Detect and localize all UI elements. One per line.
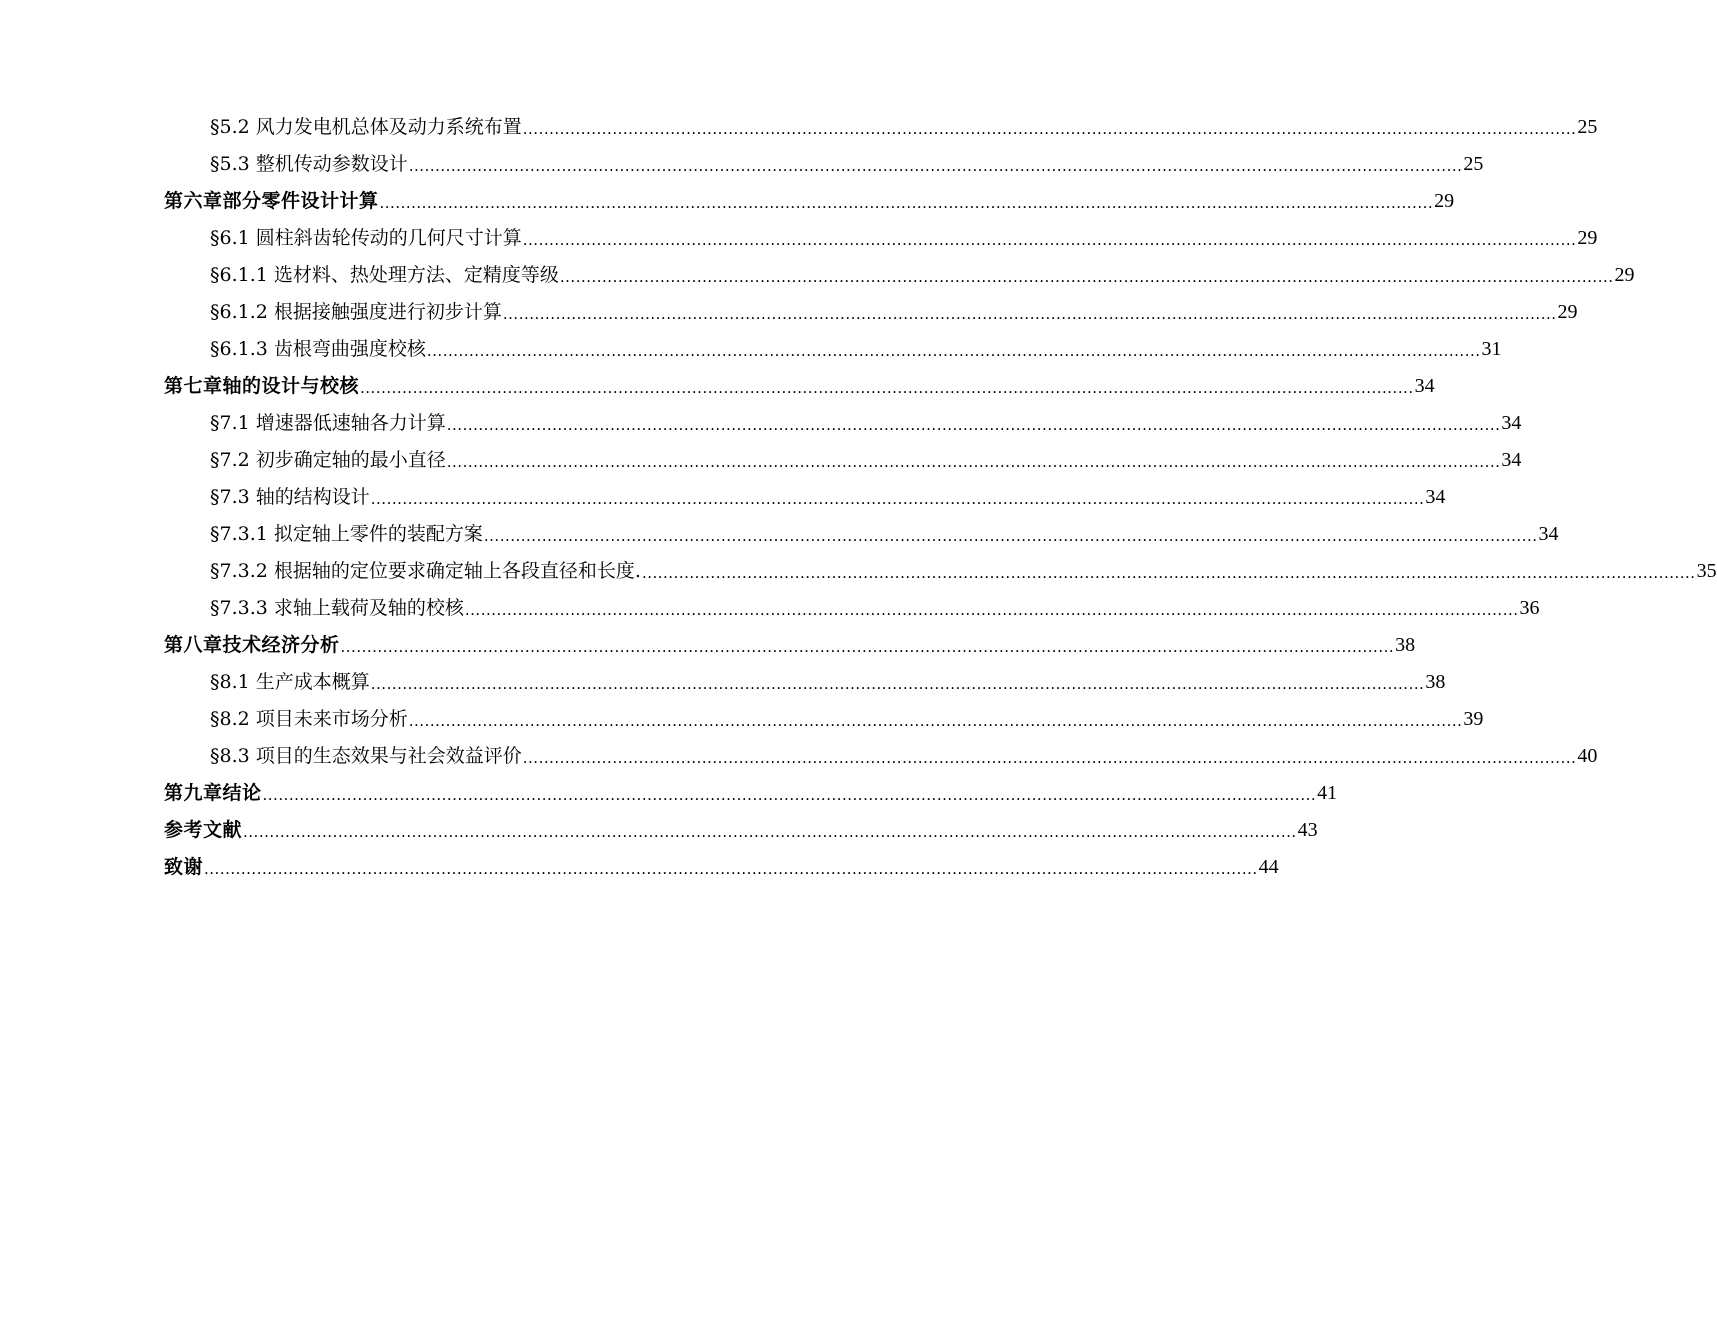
toc-section-entry[interactable] xyxy=(210,294,1578,331)
toc-page-number: 44 xyxy=(1258,856,1279,878)
toc-section-entry[interactable] xyxy=(210,331,1502,368)
toc-section-entry[interactable] xyxy=(210,553,1717,590)
toc-dot-leader: ........................................................................................................................................................................................................ xyxy=(483,527,1538,545)
toc-page-number: 29 xyxy=(1577,227,1598,249)
toc-page-number: 25 xyxy=(1463,153,1484,175)
toc-page-number: 34 xyxy=(1538,523,1559,545)
toc-entry-title: §6.1.3 齿根弯曲强度校核 xyxy=(210,338,426,360)
toc-entry-title: §8.1 生产成本概算 xyxy=(210,671,370,693)
toc-dot-leader: ........................................................................................................................................................................................................ xyxy=(446,453,1501,471)
toc-entry-title: §5.2 风力发电机总体及动力系统布置 xyxy=(210,116,522,138)
toc-dot-leader: ........................................................................................................................................................................................................ xyxy=(360,379,1414,397)
toc-entry-title: §7.1 增速器低速轴各力计算 xyxy=(210,412,446,434)
toc-page-number: 25 xyxy=(1577,116,1598,138)
toc-section-entry[interactable] xyxy=(210,516,1559,553)
toc-entry-title: §6.1.1 选材料、热处理方法、定精度等级 xyxy=(210,264,559,286)
toc-page-number: 34 xyxy=(1501,412,1522,434)
toc-dot-leader: ........................................................................................................................................................................................................ xyxy=(641,564,1696,582)
toc-dot-leader: ........................................................................................................................................................................................................ xyxy=(522,749,1577,767)
toc-section-entry[interactable] xyxy=(210,664,1446,701)
toc-page-number: 41 xyxy=(1317,782,1338,804)
toc-page-number: 34 xyxy=(1425,486,1446,508)
toc-page-number: 29 xyxy=(1614,264,1635,286)
toc-entry-title: §5.3 整机传动参数设计 xyxy=(210,153,408,175)
toc-dot-leader: ........................................................................................................................................................................................................ xyxy=(243,823,1297,841)
toc-entry-title: 参考文献 xyxy=(164,819,243,841)
toc-entry-title: 致谢 xyxy=(164,856,204,878)
toc-page-number: 40 xyxy=(1577,745,1598,767)
toc-section-entry[interactable] xyxy=(210,257,1635,294)
toc-section-entry[interactable] xyxy=(210,146,1484,183)
table-of-contents xyxy=(0,109,1717,886)
toc-section-entry[interactable] xyxy=(210,220,1598,257)
toc-entry-title: 第九章结论 xyxy=(164,782,262,804)
toc-page-number: 35 xyxy=(1696,560,1717,582)
toc-chapter-entry[interactable] xyxy=(164,849,1279,886)
toc-entry-title: §7.3 轴的结构设计 xyxy=(210,486,370,508)
toc-section-entry[interactable] xyxy=(210,405,1522,442)
toc-entry-title: §8.2 项目未来市场分析 xyxy=(210,708,408,730)
toc-chapter-entry[interactable] xyxy=(164,627,1416,664)
toc-dot-leader: ........................................................................................................................................................................................................ xyxy=(464,601,1519,619)
toc-entry-title: §6.1 圆柱斜齿轮传动的几何尺寸计算 xyxy=(210,227,522,249)
toc-entry-title: §7.3.1 拟定轴上零件的装配方案 xyxy=(210,523,483,545)
toc-entry-title: §8.3 项目的生态效果与社会效益评价 xyxy=(210,745,522,767)
toc-dot-leader: ........................................................................................................................................................................................................ xyxy=(426,342,1481,360)
toc-dot-leader: ........................................................................................................................................................................................................ xyxy=(559,268,1614,286)
toc-page-number: 38 xyxy=(1425,671,1446,693)
toc-dot-leader: ........................................................................................................................................................................................................ xyxy=(446,416,1501,434)
toc-entry-title: §7.2 初步确定轴的最小直径 xyxy=(210,449,446,471)
toc-dot-leader: ........................................................................................................................................................................................................ xyxy=(408,712,1463,730)
toc-dot-leader: ........................................................................................................................................................................................................ xyxy=(522,120,1577,138)
toc-page-number: 34 xyxy=(1414,375,1435,397)
toc-section-entry[interactable] xyxy=(210,442,1522,479)
toc-entry-title: 第八章技术经济分析 xyxy=(164,634,340,656)
toc-section-entry[interactable] xyxy=(210,479,1446,516)
toc-page-number: 34 xyxy=(1501,449,1522,471)
toc-entry-title: 第六章部分零件设计计算 xyxy=(164,190,379,212)
toc-section-entry[interactable] xyxy=(210,701,1484,738)
toc-dot-leader: ........................................................................................................................................................................................................ xyxy=(408,157,1463,175)
toc-dot-leader: ........................................................................................................................................................................................................ xyxy=(204,860,1258,878)
toc-entry-title: §7.3.2 根据轴的定位要求确定轴上各段直径和长度. xyxy=(210,560,641,582)
toc-page-number: 29 xyxy=(1557,301,1578,323)
toc-dot-leader: ........................................................................................................................................................................................................ xyxy=(379,194,1434,212)
toc-entry-title: §6.1.2 根据接触强度进行初步计算 xyxy=(210,301,502,323)
toc-dot-leader: ........................................................................................................................................................................................................ xyxy=(370,490,1425,508)
toc-section-entry[interactable] xyxy=(210,109,1598,146)
toc-chapter-entry[interactable] xyxy=(164,775,1338,812)
toc-page-number: 31 xyxy=(1481,338,1502,360)
toc-entry-title: §7.3.3 求轴上载荷及轴的校核 xyxy=(210,597,464,619)
toc-entry-title: 第七章轴的设计与校核 xyxy=(164,375,360,397)
toc-section-entry[interactable] xyxy=(210,738,1598,775)
toc-dot-leader: ........................................................................................................................................................................................................ xyxy=(522,231,1577,249)
toc-page-number: 43 xyxy=(1297,819,1318,841)
toc-dot-leader: ........................................................................................................................................................................................................ xyxy=(370,675,1425,693)
toc-page-number: 38 xyxy=(1395,634,1416,656)
toc-dot-leader: ........................................................................................................................................................................................................ xyxy=(340,638,1395,656)
toc-dot-leader: ........................................................................................................................................................................................................ xyxy=(502,305,1557,323)
toc-chapter-entry[interactable] xyxy=(164,183,1455,220)
toc-chapter-entry[interactable] xyxy=(164,812,1318,849)
toc-page-number: 36 xyxy=(1519,597,1540,619)
toc-chapter-entry[interactable] xyxy=(164,368,1435,405)
toc-section-entry[interactable] xyxy=(210,590,1540,627)
toc-page-number: 39 xyxy=(1463,708,1484,730)
toc-dot-leader: ........................................................................................................................................................................................................ xyxy=(262,786,1317,804)
toc-page-number: 29 xyxy=(1434,190,1455,212)
